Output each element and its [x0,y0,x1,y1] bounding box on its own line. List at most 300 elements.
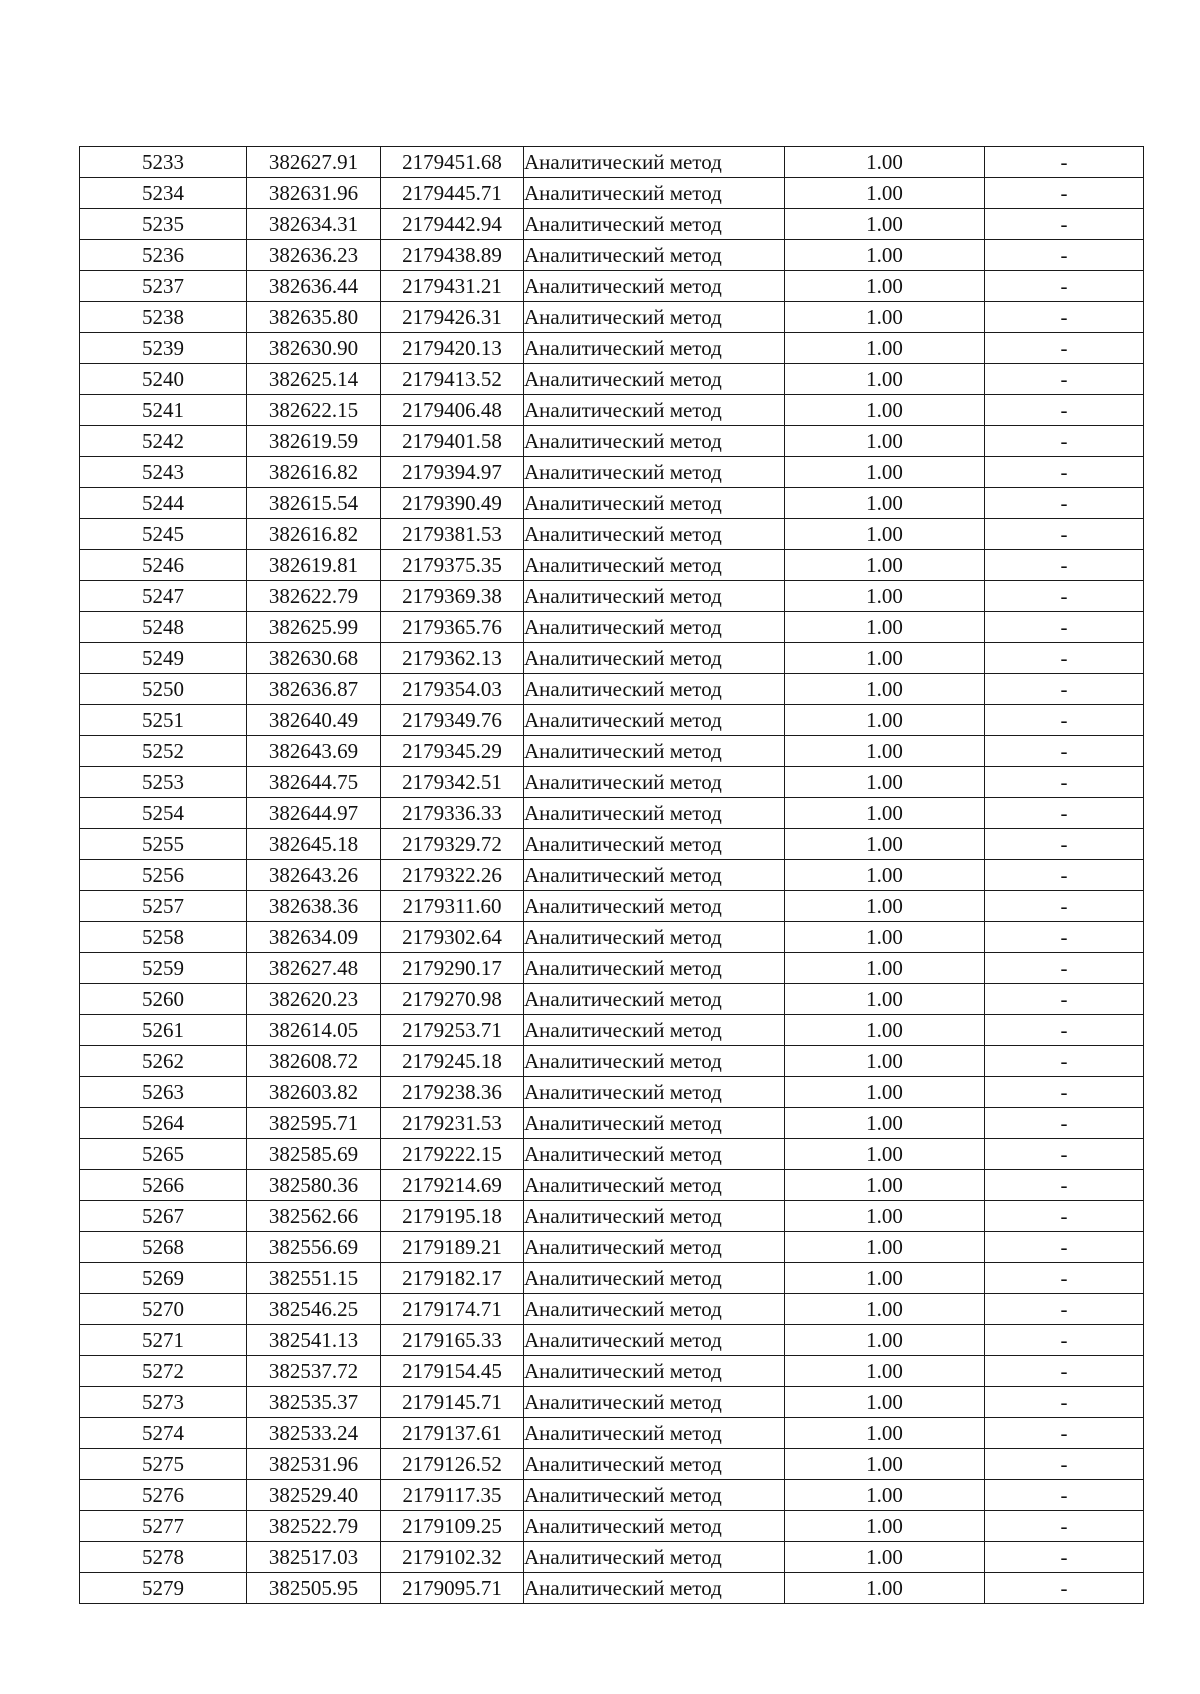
table-row [80,953,1144,984]
note-cell: - [985,488,1144,519]
y-coordinate-cell: 2179345.29 [381,736,524,767]
note-cell: - [985,891,1144,922]
point-number-cell: 5267 [80,1201,247,1232]
accuracy-cell: 1.00 [785,612,985,643]
table-row [80,1077,1144,1108]
y-coordinate-cell: 2179222.15 [381,1139,524,1170]
x-coordinate-cell: 382614.05 [247,1015,381,1046]
accuracy-cell: 1.00 [785,178,985,209]
table-row [80,1449,1144,1480]
method-cell: Аналитический метод [524,1046,785,1077]
method-cell: Аналитический метод [524,519,785,550]
note-cell: - [985,240,1144,271]
y-coordinate-cell: 2179369.38 [381,581,524,612]
method-cell: Аналитический метод [524,302,785,333]
note-cell: - [985,209,1144,240]
table-row [80,1480,1144,1511]
method-cell: Аналитический метод [524,891,785,922]
note-cell: - [985,1108,1144,1139]
accuracy-cell: 1.00 [785,1294,985,1325]
point-number-cell: 5251 [80,705,247,736]
x-coordinate-cell: 382636.23 [247,240,381,271]
x-coordinate-cell: 382627.48 [247,953,381,984]
method-cell: Аналитический метод [524,178,785,209]
table-row [80,1294,1144,1325]
note-cell: - [985,147,1144,178]
y-coordinate-cell: 2179109.25 [381,1511,524,1542]
note-cell: - [985,1542,1144,1573]
x-coordinate-cell: 382640.49 [247,705,381,736]
x-coordinate-cell: 382615.54 [247,488,381,519]
point-number-cell: 5242 [80,426,247,457]
note-cell: - [985,922,1144,953]
y-coordinate-cell: 2179451.68 [381,147,524,178]
accuracy-cell: 1.00 [785,1170,985,1201]
y-coordinate-cell: 2179154.45 [381,1356,524,1387]
point-number-cell: 5253 [80,767,247,798]
y-coordinate-cell: 2179165.33 [381,1325,524,1356]
x-coordinate-cell: 382644.75 [247,767,381,798]
x-coordinate-cell: 382546.25 [247,1294,381,1325]
y-coordinate-cell: 2179442.94 [381,209,524,240]
point-number-cell: 5270 [80,1294,247,1325]
point-number-cell: 5238 [80,302,247,333]
table-row [80,798,1144,829]
y-coordinate-cell: 2179322.26 [381,860,524,891]
point-number-cell: 5271 [80,1325,247,1356]
point-number-cell: 5277 [80,1511,247,1542]
y-coordinate-cell: 2179137.61 [381,1418,524,1449]
method-cell: Аналитический метод [524,860,785,891]
point-number-cell: 5262 [80,1046,247,1077]
accuracy-cell: 1.00 [785,271,985,302]
accuracy-cell: 1.00 [785,1449,985,1480]
accuracy-cell: 1.00 [785,1387,985,1418]
note-cell: - [985,364,1144,395]
table-row [80,240,1144,271]
y-coordinate-cell: 2179365.76 [381,612,524,643]
y-coordinate-cell: 2179174.71 [381,1294,524,1325]
point-number-cell: 5278 [80,1542,247,1573]
table-row [80,271,1144,302]
x-coordinate-cell: 382619.59 [247,426,381,457]
method-cell: Аналитический метод [524,395,785,426]
accuracy-cell: 1.00 [785,643,985,674]
note-cell: - [985,1046,1144,1077]
note-cell: - [985,333,1144,364]
note-cell: - [985,1201,1144,1232]
table-row [80,891,1144,922]
table-row [80,1170,1144,1201]
table-row [80,1356,1144,1387]
method-cell: Аналитический метод [524,1170,785,1201]
accuracy-cell: 1.00 [785,1139,985,1170]
table-row [80,147,1144,178]
point-number-cell: 5259 [80,953,247,984]
note-cell: - [985,612,1144,643]
accuracy-cell: 1.00 [785,1015,985,1046]
table-row [80,1573,1144,1604]
y-coordinate-cell: 2179231.53 [381,1108,524,1139]
accuracy-cell: 1.00 [785,1077,985,1108]
note-cell: - [985,1077,1144,1108]
note-cell: - [985,1015,1144,1046]
y-coordinate-cell: 2179145.71 [381,1387,524,1418]
point-number-cell: 5241 [80,395,247,426]
point-number-cell: 5250 [80,674,247,705]
table-row [80,674,1144,705]
accuracy-cell: 1.00 [785,1108,985,1139]
accuracy-cell: 1.00 [785,829,985,860]
y-coordinate-cell: 2179102.32 [381,1542,524,1573]
note-cell: - [985,550,1144,581]
note-cell: - [985,1387,1144,1418]
method-cell: Аналитический метод [524,488,785,519]
y-coordinate-cell: 2179445.71 [381,178,524,209]
y-coordinate-cell: 2179438.89 [381,240,524,271]
note-cell: - [985,674,1144,705]
point-number-cell: 5266 [80,1170,247,1201]
method-cell: Аналитический метод [524,1325,785,1356]
point-number-cell: 5249 [80,643,247,674]
accuracy-cell: 1.00 [785,1046,985,1077]
x-coordinate-cell: 382620.23 [247,984,381,1015]
x-coordinate-cell: 382616.82 [247,457,381,488]
table-row [80,1387,1144,1418]
x-coordinate-cell: 382531.96 [247,1449,381,1480]
table-row [80,333,1144,364]
accuracy-cell: 1.00 [785,984,985,1015]
y-coordinate-cell: 2179394.97 [381,457,524,488]
accuracy-cell: 1.00 [785,705,985,736]
point-number-cell: 5264 [80,1108,247,1139]
accuracy-cell: 1.00 [785,457,985,488]
note-cell: - [985,1170,1144,1201]
x-coordinate-cell: 382631.96 [247,178,381,209]
accuracy-cell: 1.00 [785,488,985,519]
note-cell: - [985,271,1144,302]
y-coordinate-cell: 2179189.21 [381,1232,524,1263]
note-cell: - [985,767,1144,798]
x-coordinate-cell: 382551.15 [247,1263,381,1294]
x-coordinate-cell: 382625.99 [247,612,381,643]
note-cell: - [985,798,1144,829]
table-row [80,426,1144,457]
point-number-cell: 5252 [80,736,247,767]
x-coordinate-cell: 382529.40 [247,1480,381,1511]
note-cell: - [985,705,1144,736]
accuracy-cell: 1.00 [785,1573,985,1604]
table-row [80,302,1144,333]
accuracy-cell: 1.00 [785,736,985,767]
y-coordinate-cell: 2179195.18 [381,1201,524,1232]
note-cell: - [985,860,1144,891]
accuracy-cell: 1.00 [785,519,985,550]
method-cell: Аналитический метод [524,767,785,798]
point-number-cell: 5256 [80,860,247,891]
x-coordinate-cell: 382535.37 [247,1387,381,1418]
note-cell: - [985,519,1144,550]
point-number-cell: 5279 [80,1573,247,1604]
accuracy-cell: 1.00 [785,674,985,705]
table-row [80,1046,1144,1077]
method-cell: Аналитический метод [524,612,785,643]
point-number-cell: 5246 [80,550,247,581]
note-cell: - [985,984,1144,1015]
accuracy-cell: 1.00 [785,1263,985,1294]
table-row [80,767,1144,798]
note-cell: - [985,953,1144,984]
y-coordinate-cell: 2179238.36 [381,1077,524,1108]
note-cell: - [985,1232,1144,1263]
method-cell: Аналитический метод [524,1294,785,1325]
y-coordinate-cell: 2179401.58 [381,426,524,457]
point-number-cell: 5268 [80,1232,247,1263]
x-coordinate-cell: 382636.44 [247,271,381,302]
accuracy-cell: 1.00 [785,240,985,271]
accuracy-cell: 1.00 [785,426,985,457]
accuracy-cell: 1.00 [785,302,985,333]
y-coordinate-cell: 2179390.49 [381,488,524,519]
table-row [80,364,1144,395]
table-row [80,1108,1144,1139]
x-coordinate-cell: 382643.26 [247,860,381,891]
point-number-cell: 5261 [80,1015,247,1046]
y-coordinate-cell: 2179426.31 [381,302,524,333]
point-number-cell: 5257 [80,891,247,922]
accuracy-cell: 1.00 [785,1356,985,1387]
y-coordinate-cell: 2179342.51 [381,767,524,798]
table-row [80,705,1144,736]
table-row [80,1542,1144,1573]
method-cell: Аналитический метод [524,1449,785,1480]
accuracy-cell: 1.00 [785,1201,985,1232]
point-number-cell: 5263 [80,1077,247,1108]
note-cell: - [985,1356,1144,1387]
table-row [80,550,1144,581]
note-cell: - [985,426,1144,457]
point-number-cell: 5240 [80,364,247,395]
x-coordinate-cell: 382541.13 [247,1325,381,1356]
y-coordinate-cell: 2179245.18 [381,1046,524,1077]
x-coordinate-cell: 382505.95 [247,1573,381,1604]
method-cell: Аналитический метод [524,984,785,1015]
x-coordinate-cell: 382636.87 [247,674,381,705]
y-coordinate-cell: 2179214.69 [381,1170,524,1201]
accuracy-cell: 1.00 [785,860,985,891]
method-cell: Аналитический метод [524,643,785,674]
point-number-cell: 5260 [80,984,247,1015]
accuracy-cell: 1.00 [785,395,985,426]
x-coordinate-cell: 382522.79 [247,1511,381,1542]
point-number-cell: 5265 [80,1139,247,1170]
table-row [80,1511,1144,1542]
method-cell: Аналитический метод [524,1480,785,1511]
x-coordinate-cell: 382643.69 [247,736,381,767]
table-row [80,612,1144,643]
y-coordinate-cell: 2179270.98 [381,984,524,1015]
y-coordinate-cell: 2179117.35 [381,1480,524,1511]
point-number-cell: 5254 [80,798,247,829]
y-coordinate-cell: 2179182.17 [381,1263,524,1294]
note-cell: - [985,1418,1144,1449]
method-cell: Аналитический метод [524,798,785,829]
method-cell: Аналитический метод [524,1263,785,1294]
x-coordinate-cell: 382616.82 [247,519,381,550]
method-cell: Аналитический метод [524,1015,785,1046]
note-cell: - [985,1573,1144,1604]
accuracy-cell: 1.00 [785,209,985,240]
accuracy-cell: 1.00 [785,1325,985,1356]
note-cell: - [985,581,1144,612]
x-coordinate-cell: 382645.18 [247,829,381,860]
point-number-cell: 5237 [80,271,247,302]
x-coordinate-cell: 382556.69 [247,1232,381,1263]
note-cell: - [985,643,1144,674]
note-cell: - [985,1480,1144,1511]
y-coordinate-cell: 2179311.60 [381,891,524,922]
point-number-cell: 5255 [80,829,247,860]
method-cell: Аналитический метод [524,240,785,271]
x-coordinate-cell: 382619.81 [247,550,381,581]
x-coordinate-cell: 382634.09 [247,922,381,953]
x-coordinate-cell: 382622.79 [247,581,381,612]
accuracy-cell: 1.00 [785,147,985,178]
table-row [80,1139,1144,1170]
y-coordinate-cell: 2179406.48 [381,395,524,426]
accuracy-cell: 1.00 [785,581,985,612]
method-cell: Аналитический метод [524,922,785,953]
table-row [80,922,1144,953]
x-coordinate-cell: 382562.66 [247,1201,381,1232]
x-coordinate-cell: 382634.31 [247,209,381,240]
method-cell: Аналитический метод [524,333,785,364]
method-cell: Аналитический метод [524,829,785,860]
note-cell: - [985,829,1144,860]
point-number-cell: 5274 [80,1418,247,1449]
method-cell: Аналитический метод [524,1542,785,1573]
note-cell: - [985,1139,1144,1170]
table-row [80,1201,1144,1232]
table-row [80,860,1144,891]
accuracy-cell: 1.00 [785,798,985,829]
accuracy-cell: 1.00 [785,1232,985,1263]
coordinates-table-body [80,147,1144,1604]
point-number-cell: 5272 [80,1356,247,1387]
y-coordinate-cell: 2179349.76 [381,705,524,736]
table-row [80,984,1144,1015]
y-coordinate-cell: 2179336.33 [381,798,524,829]
x-coordinate-cell: 382630.90 [247,333,381,364]
accuracy-cell: 1.00 [785,953,985,984]
accuracy-cell: 1.00 [785,333,985,364]
y-coordinate-cell: 2179413.52 [381,364,524,395]
accuracy-cell: 1.00 [785,1542,985,1573]
method-cell: Аналитический метод [524,147,785,178]
method-cell: Аналитический метод [524,1232,785,1263]
x-coordinate-cell: 382580.36 [247,1170,381,1201]
method-cell: Аналитический метод [524,1201,785,1232]
note-cell: - [985,178,1144,209]
accuracy-cell: 1.00 [785,550,985,581]
table-row [80,178,1144,209]
point-number-cell: 5269 [80,1263,247,1294]
method-cell: Аналитический метод [524,1573,785,1604]
table-row [80,488,1144,519]
method-cell: Аналитический метод [524,1139,785,1170]
x-coordinate-cell: 382595.71 [247,1108,381,1139]
point-number-cell: 5273 [80,1387,247,1418]
x-coordinate-cell: 382625.14 [247,364,381,395]
note-cell: - [985,1449,1144,1480]
accuracy-cell: 1.00 [785,767,985,798]
y-coordinate-cell: 2179375.35 [381,550,524,581]
note-cell: - [985,1325,1144,1356]
x-coordinate-cell: 382585.69 [247,1139,381,1170]
method-cell: Аналитический метод [524,457,785,488]
note-cell: - [985,736,1144,767]
method-cell: Аналитический метод [524,364,785,395]
point-number-cell: 5258 [80,922,247,953]
y-coordinate-cell: 2179302.64 [381,922,524,953]
method-cell: Аналитический метод [524,1077,785,1108]
point-number-cell: 5239 [80,333,247,364]
method-cell: Аналитический метод [524,674,785,705]
x-coordinate-cell: 382622.15 [247,395,381,426]
note-cell: - [985,1263,1144,1294]
method-cell: Аналитический метод [524,736,785,767]
x-coordinate-cell: 382638.36 [247,891,381,922]
point-number-cell: 5236 [80,240,247,271]
note-cell: - [985,302,1144,333]
note-cell: - [985,395,1144,426]
x-coordinate-cell: 382608.72 [247,1046,381,1077]
x-coordinate-cell: 382517.03 [247,1542,381,1573]
accuracy-cell: 1.00 [785,891,985,922]
method-cell: Аналитический метод [524,953,785,984]
method-cell: Аналитический метод [524,271,785,302]
note-cell: - [985,1294,1144,1325]
accuracy-cell: 1.00 [785,364,985,395]
point-number-cell: 5275 [80,1449,247,1480]
table-row [80,581,1144,612]
x-coordinate-cell: 382627.91 [247,147,381,178]
accuracy-cell: 1.00 [785,1418,985,1449]
coordinates-table [79,146,1144,1604]
point-number-cell: 5233 [80,147,247,178]
table-row [80,395,1144,426]
table-row [80,209,1144,240]
x-coordinate-cell: 382644.97 [247,798,381,829]
note-cell: - [985,457,1144,488]
point-number-cell: 5243 [80,457,247,488]
method-cell: Аналитический метод [524,1387,785,1418]
x-coordinate-cell: 382630.68 [247,643,381,674]
table-row [80,1015,1144,1046]
y-coordinate-cell: 2179431.21 [381,271,524,302]
y-coordinate-cell: 2179354.03 [381,674,524,705]
point-number-cell: 5276 [80,1480,247,1511]
y-coordinate-cell: 2179253.71 [381,1015,524,1046]
x-coordinate-cell: 382635.80 [247,302,381,333]
method-cell: Аналитический метод [524,1511,785,1542]
accuracy-cell: 1.00 [785,922,985,953]
table-row [80,643,1144,674]
point-number-cell: 5245 [80,519,247,550]
y-coordinate-cell: 2179381.53 [381,519,524,550]
method-cell: Аналитический метод [524,1418,785,1449]
x-coordinate-cell: 382537.72 [247,1356,381,1387]
